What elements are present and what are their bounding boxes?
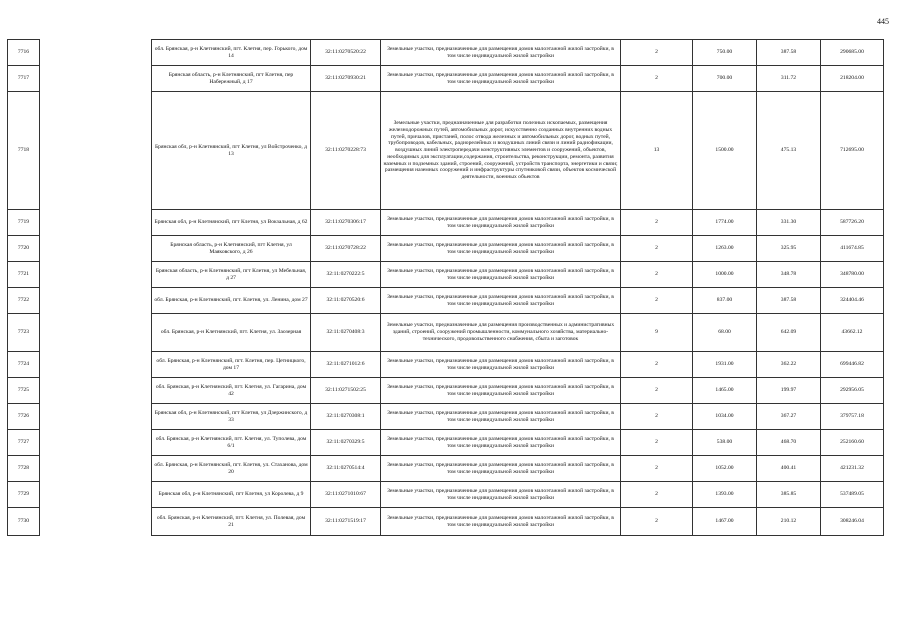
cell-cadastral-value: 218204.00 — [821, 66, 884, 92]
cell-permitted-use: Земельные участки, предназначенные для размещения домов малоэтажной жилой застройки, в том числе индивидуальной жилой застройки — [381, 482, 621, 508]
table-row — [8, 236, 884, 262]
cell-cadastral-value: 537489.05 — [821, 482, 884, 508]
cell-address: Брянская область, р-н Клетнянский, пгт Клетня, ул Мебельная, д 27 — [152, 262, 311, 288]
cell-area: 1467.00 — [693, 508, 757, 536]
cell-spacer — [40, 288, 152, 314]
cell-group: 13 — [621, 92, 693, 210]
cell-area: 1393.00 — [693, 482, 757, 508]
cell-spacer — [40, 482, 152, 508]
cell-cadastral-value: 308246.04 — [821, 508, 884, 536]
cell-cadastral-number: 32:11:0270228:73 — [311, 92, 381, 210]
cell-permitted-use: Земельные участки, предназначенные для размещения домов малоэтажной жилой застройки, в том числе индивидуальной жилой застройки — [381, 456, 621, 482]
cell-address: Брянская обл, р-н Клетнянский, пгт Клетня, ул Вокзальная, д 62 — [152, 210, 311, 236]
cell-area: 1500.00 — [693, 92, 757, 210]
cell-area: 538.00 — [693, 430, 757, 456]
cell-permitted-use: Земельные участки, предназначенные для размещения домов малоэтажной жилой застройки, в том числе индивидуальной жилой застройки — [381, 288, 621, 314]
table-row — [8, 404, 884, 430]
table-row — [8, 66, 884, 92]
cell-row-number: 7720 — [8, 236, 40, 262]
cell-address: обл. Брянская, р-н Клетнянский, пгт. Клетня, ул. Заозерная — [152, 314, 311, 352]
cell-area: 1000.00 — [693, 262, 757, 288]
cell-specific-value: 210.12 — [757, 508, 821, 536]
cell-address: Брянская область, р-н Клетнянский, пгт Клетня, ул Маяковского, д 26 — [152, 236, 311, 262]
cell-row-number: 7727 — [8, 430, 40, 456]
cell-cadastral-value: 290685.00 — [821, 40, 884, 66]
cell-cadastral-number: 32:11:0270306:17 — [311, 210, 381, 236]
cell-group: 2 — [621, 508, 693, 536]
cell-cadastral-number: 32:11:0271012:6 — [311, 352, 381, 378]
cell-group: 2 — [621, 430, 693, 456]
cell-permitted-use: Земельные участки, предназначенные для размещения домов малоэтажной жилой застройки, в том числе индивидуальной жилой застройки — [381, 66, 621, 92]
cell-cadastral-number: 32:11:0270329:5 — [311, 430, 381, 456]
cell-specific-value: 385.85 — [757, 482, 821, 508]
cell-spacer — [40, 236, 152, 262]
cell-group: 2 — [621, 456, 693, 482]
cell-permitted-use: Земельные участки, предназначенные для размещения домов малоэтажной жилой застройки, в том числе индивидуальной жилой застройки — [381, 352, 621, 378]
table-body — [8, 40, 884, 536]
cell-cadastral-value: 411674.85 — [821, 236, 884, 262]
table-row — [8, 262, 884, 288]
cell-cadastral-number: 32:11:0271502:25 — [311, 378, 381, 404]
cell-spacer — [40, 314, 152, 352]
cell-cadastral-value: 379757.18 — [821, 404, 884, 430]
cell-group: 2 — [621, 352, 693, 378]
table-row — [8, 352, 884, 378]
cell-row-number: 7725 — [8, 378, 40, 404]
cell-row-number: 7718 — [8, 92, 40, 210]
cell-row-number: 7719 — [8, 210, 40, 236]
cell-spacer — [40, 508, 152, 536]
cell-cadastral-number: 32:11:0270308:1 — [311, 404, 381, 430]
cell-specific-value: 311.72 — [757, 66, 821, 92]
cell-group: 2 — [621, 482, 693, 508]
cell-cadastral-value: 421231.32 — [821, 456, 884, 482]
cell-group: 2 — [621, 404, 693, 430]
cell-permitted-use: Земельные участки, предназначенные для размещения домов малоэтажной жилой застройки, в том числе индивидуальной жилой застройки — [381, 404, 621, 430]
cell-group: 2 — [621, 288, 693, 314]
cell-group: 2 — [621, 40, 693, 66]
cell-permitted-use: Земельные участки, предназначенные для размещения домов малоэтажной жилой застройки, в том числе индивидуальной жилой застройки — [381, 40, 621, 66]
cell-spacer — [40, 378, 152, 404]
cell-group: 2 — [621, 210, 693, 236]
cell-cadastral-number: 32:11:0270930:21 — [311, 66, 381, 92]
cell-permitted-use: Земельные участки, предназначенные для размещения домов малоэтажной жилой застройки, в том числе индивидуальной жилой застройки — [381, 508, 621, 536]
cell-permitted-use: Земельные участки, предназначенные для размещения домов малоэтажной жилой застройки, в том числе индивидуальной жилой застройки — [381, 236, 621, 262]
cell-area: 1931.00 — [693, 352, 757, 378]
table-row — [8, 378, 884, 404]
cell-cadastral-number: 32:11:0270408:3 — [311, 314, 381, 352]
cell-spacer — [40, 66, 152, 92]
cell-cadastral-value: 712695.00 — [821, 92, 884, 210]
cell-address: обл. Брянская, р-н Клетнянский, пгт. Клетня, пер. Горького, дом 14 — [152, 40, 311, 66]
cell-area: 750.00 — [693, 40, 757, 66]
cell-area: 1263.00 — [693, 236, 757, 262]
cell-row-number: 7728 — [8, 456, 40, 482]
cell-permitted-use: Земельные участки, предназначенные для размещения домов малоэтажной жилой застройки, в том числе индивидуальной жилой застройки — [381, 430, 621, 456]
cell-row-number: 7717 — [8, 66, 40, 92]
cell-specific-value: 468.70 — [757, 430, 821, 456]
cell-cadastral-number: 32:11:0271010:67 — [311, 482, 381, 508]
cell-specific-value: 387.58 — [757, 288, 821, 314]
cell-cadastral-value: 348780.00 — [821, 262, 884, 288]
cell-area: 700.00 — [693, 66, 757, 92]
cell-row-number: 7723 — [8, 314, 40, 352]
cell-address: обл. Брянская, р-н Клетнянский, пгт. Клетня, ул. Стаханова, дом 20 — [152, 456, 311, 482]
cell-specific-value: 400.41 — [757, 456, 821, 482]
cell-address: обл. Брянская, р-н Клетнянский, пгт. Клетня, ул. Гагарина, дом 42 — [152, 378, 311, 404]
cell-area: 1774.00 — [693, 210, 757, 236]
cell-row-number: 7724 — [8, 352, 40, 378]
cell-group: 2 — [621, 378, 693, 404]
cell-group: 2 — [621, 262, 693, 288]
table-row — [8, 482, 884, 508]
cell-specific-value: 367.27 — [757, 404, 821, 430]
cell-address: обл. Брянская, р-н Клетнянский, пгт. Клетня, ул. Полевая, дом 21 — [152, 508, 311, 536]
cell-address: Брянская область, р-н Клетнянский, пгт Клетня, пер Набережный, д 17 — [152, 66, 311, 92]
cell-cadastral-number: 32:11:0270520:6 — [311, 288, 381, 314]
cell-address: Брянская обл, р-н Клетнянский, пгт Клетня, ул Войстроченко, д 13 — [152, 92, 311, 210]
cell-spacer — [40, 404, 152, 430]
cell-row-number: 7722 — [8, 288, 40, 314]
cell-address: Брянская обл, р-н Клетнянский, пгт Клетня, ул Дзержинского, д 33 — [152, 404, 311, 430]
cadastral-value-table — [7, 39, 884, 536]
cell-spacer — [40, 456, 152, 482]
cell-specific-value: 199.97 — [757, 378, 821, 404]
table-row — [8, 40, 884, 66]
cell-specific-value: 325.95 — [757, 236, 821, 262]
cell-permitted-use: Земельные участки, предназначенные для размещения домов малоэтажной жилой застройки, в том числе индивидуальной жилой застройки — [381, 378, 621, 404]
cell-cadastral-value: 252160.60 — [821, 430, 884, 456]
cell-row-number: 7729 — [8, 482, 40, 508]
cell-area: 837.00 — [693, 288, 757, 314]
cell-cadastral-number: 32:11:0270514:4 — [311, 456, 381, 482]
cell-address: обл. Брянская, р-н Клетнянский, пгт. Клетня, пер. Цетницкого, дом 17 — [152, 352, 311, 378]
page-number: 445 — [877, 17, 889, 26]
table-row — [8, 92, 884, 210]
cell-address: обл. Брянская, р-н Клетнянский, пгт. Клетня, ул. Ленина, дом 27 — [152, 288, 311, 314]
cell-cadastral-number: 32:11:0270728:22 — [311, 236, 381, 262]
cell-spacer — [40, 430, 152, 456]
table-row — [8, 456, 884, 482]
table-row — [8, 314, 884, 352]
cell-cadastral-value: 43662.12 — [821, 314, 884, 352]
cell-cadastral-value: 324404.46 — [821, 288, 884, 314]
cell-specific-value: 362.22 — [757, 352, 821, 378]
cell-permitted-use: Земельные участки, предназначенные для размещения домов малоэтажной жилой застройки, в том числе индивидуальной жилой застройки — [381, 210, 621, 236]
cell-spacer — [40, 92, 152, 210]
cell-specific-value: 331.30 — [757, 210, 821, 236]
cell-cadastral-value: 699446.82 — [821, 352, 884, 378]
cell-area: 1465.00 — [693, 378, 757, 404]
cell-row-number: 7726 — [8, 404, 40, 430]
cell-specific-value: 387.58 — [757, 40, 821, 66]
cell-spacer — [40, 262, 152, 288]
table-row — [8, 430, 884, 456]
cell-specific-value: 348.78 — [757, 262, 821, 288]
cell-permitted-use: Земельные участки, предназначенные для размещения производственных и административных зданий, строений, сооружений промышленности, коммунального хозяйства, материально-технического, продовольственного снабжения, сбыта и заготовок — [381, 314, 621, 352]
cell-cadastral-number: 32:11:0270222:5 — [311, 262, 381, 288]
cell-address: Брянская обл, р-н Клетнянский, пгт Клетня, ул Королева, д 9 — [152, 482, 311, 508]
table-row — [8, 288, 884, 314]
cell-area: 68.00 — [693, 314, 757, 352]
cell-cadastral-number: 32:11:0271519:17 — [311, 508, 381, 536]
cell-cadastral-value: 292956.05 — [821, 378, 884, 404]
cell-permitted-use: Земельные участки, предназначенные для размещения домов малоэтажной жилой застройки, в том числе индивидуальной жилой застройки — [381, 262, 621, 288]
cell-spacer — [40, 352, 152, 378]
cell-cadastral-value: 587726.20 — [821, 210, 884, 236]
cell-address: обл. Брянская, р-н Клетнянский, пгт. Клетня, ул. Туполева, дом 6/1 — [152, 430, 311, 456]
cell-area: 1034.00 — [693, 404, 757, 430]
cell-group: 9 — [621, 314, 693, 352]
table-row — [8, 508, 884, 536]
table-row — [8, 210, 884, 236]
cell-cadastral-number: 32:11:0270520:22 — [311, 40, 381, 66]
cell-group: 2 — [621, 66, 693, 92]
cell-area: 1052.00 — [693, 456, 757, 482]
cell-spacer — [40, 210, 152, 236]
cell-specific-value: 642.09 — [757, 314, 821, 352]
cell-spacer — [40, 40, 152, 66]
cell-row-number: 7721 — [8, 262, 40, 288]
cell-specific-value: 475.13 — [757, 92, 821, 210]
cell-group: 2 — [621, 236, 693, 262]
cell-row-number: 7716 — [8, 40, 40, 66]
cell-permitted-use: Земельные участки, предназначенные для разработки полезных ископаемых, размещения железнодорожных путей, автомобильных дорог, искусственно созданных внутренних водных путей, причалов, пристаней, полос отвода железных и автомобильных дорог, водных путей, трубопроводов, кабельных, радиорелейных и воздушных линий связи и линий радиофикации, воздушных линий электропередачи конструктивных элементов и сооружений, объектов, необходимых для эксплуатации,содержания, строительства, реконструкции, ремонта, развития наземных и подземных зданий, строений, сооружений, устройств транспорта, энергетики и связи; размещения наземных сооружений и инфраструктуры спутниковой связи, объектов космической деятельности, военных объектов — [381, 92, 621, 210]
cell-row-number: 7730 — [8, 508, 40, 536]
